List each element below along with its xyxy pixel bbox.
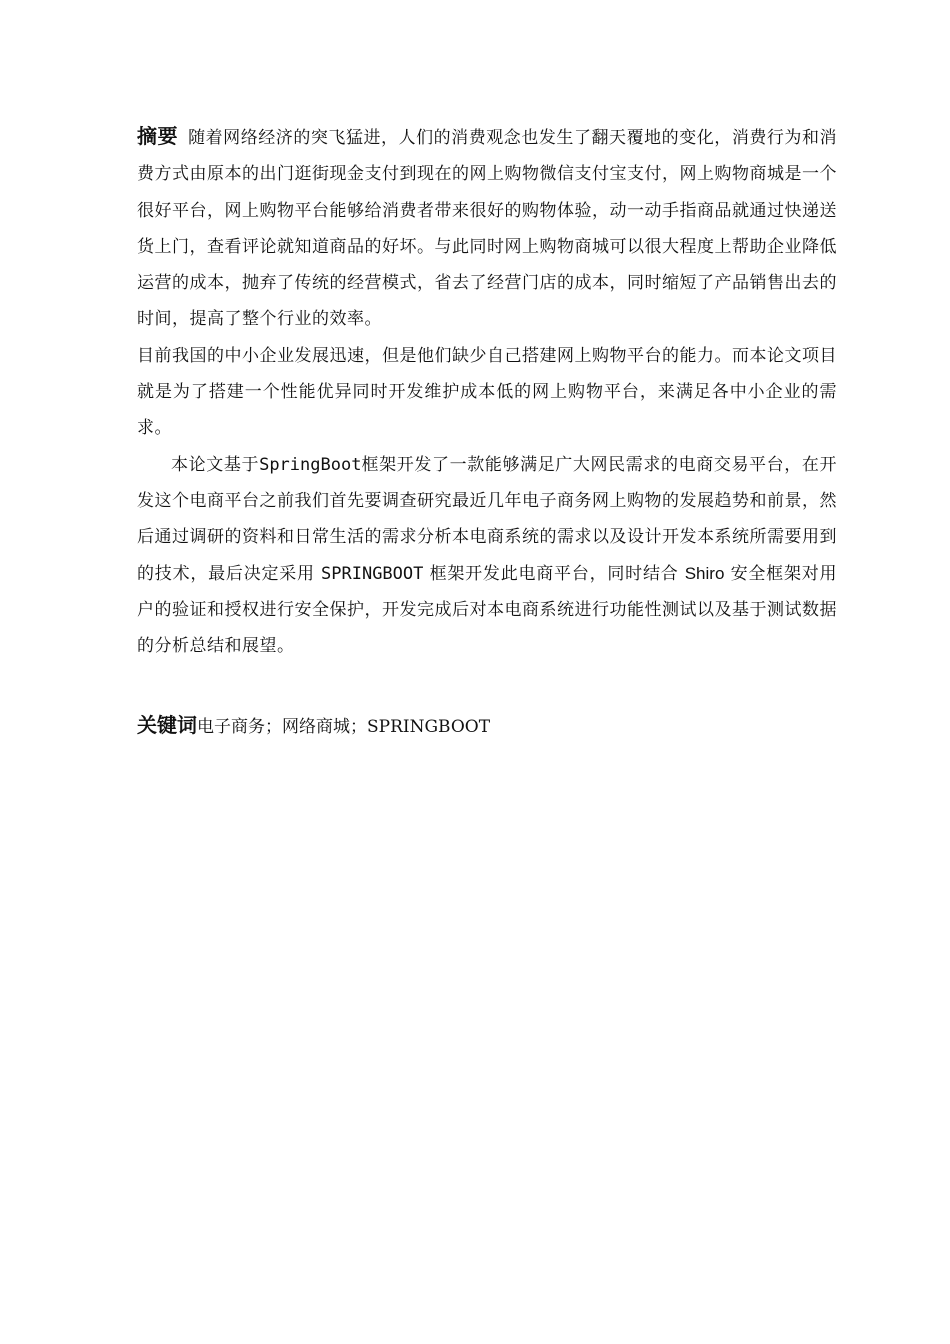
keywords-line	[137, 710, 837, 742]
abstract-paragraph-2	[137, 338, 837, 447]
abstract-text-3d: 安全框架对用户的验证和授权进行安全保护，开发完成后对本电商系统进行功能性测试以及基于测试数据的分析总结和展望。	[137, 563, 838, 657]
term-shiro: Shiro	[684, 563, 725, 583]
keywords-list: 电子商务；网络商城；SPRINGBOOT	[197, 717, 491, 737]
abstract-text-1: 随着网络经济的突飞猛进，人们的消费观念也发生了翻天覆地的变化，消费行为和消费方式由原本的出门逛街现金支付到现在的网上购物微信支付宝支付，网上购物商城是一个很好平台，网上购物平台能够给消费者带来很好的购物体验，动一动手指商品就通过快递送货上门，查看评论就知道商品的好坏。与此同时网上购物商城可以很大程度上帮助企业降低运营的成本，抛弃了传统的经营模式，省去了经营门店的成本，同时缩短了产品销售出去的时间，提高了整个行业的效率。	[137, 128, 838, 330]
abstract-paragraph-3	[137, 447, 837, 665]
abstract-text-2: 目前我国的中小企业发展迅速，但是他们缺少自己搭建网上购物平台的能力。而本论文项目就是为了搭建一个性能优异同时开发维护成本低的网上购物平台，来满足各中小企业的需求。	[137, 345, 837, 439]
term-springboot-upper: SPRINGBOOT	[321, 563, 424, 584]
keywords-heading: 关键词	[137, 713, 197, 737]
abstract-text-3c: 框架开发此电商平台，同时结合	[429, 563, 679, 584]
abstract-text-3b: 框架开发了一款能够满足广大网民需求的电商交易平台，在开发这个电商平台之前我们首先要调查研究最近几年电子商务网上购物的发展趋势和前景，然后通过调研的资料和日常生活的需求分析本电商系统的需求以及设计开发本系统所需要用到的技术，最后决定采用	[137, 454, 838, 584]
term-springboot: SpringBoot	[259, 454, 362, 475]
abstract-heading: 摘要	[137, 124, 179, 148]
abstract-section	[137, 118, 837, 664]
abstract-paragraph-1	[137, 118, 837, 338]
abstract-text-3a: 本论文基于	[171, 454, 260, 475]
